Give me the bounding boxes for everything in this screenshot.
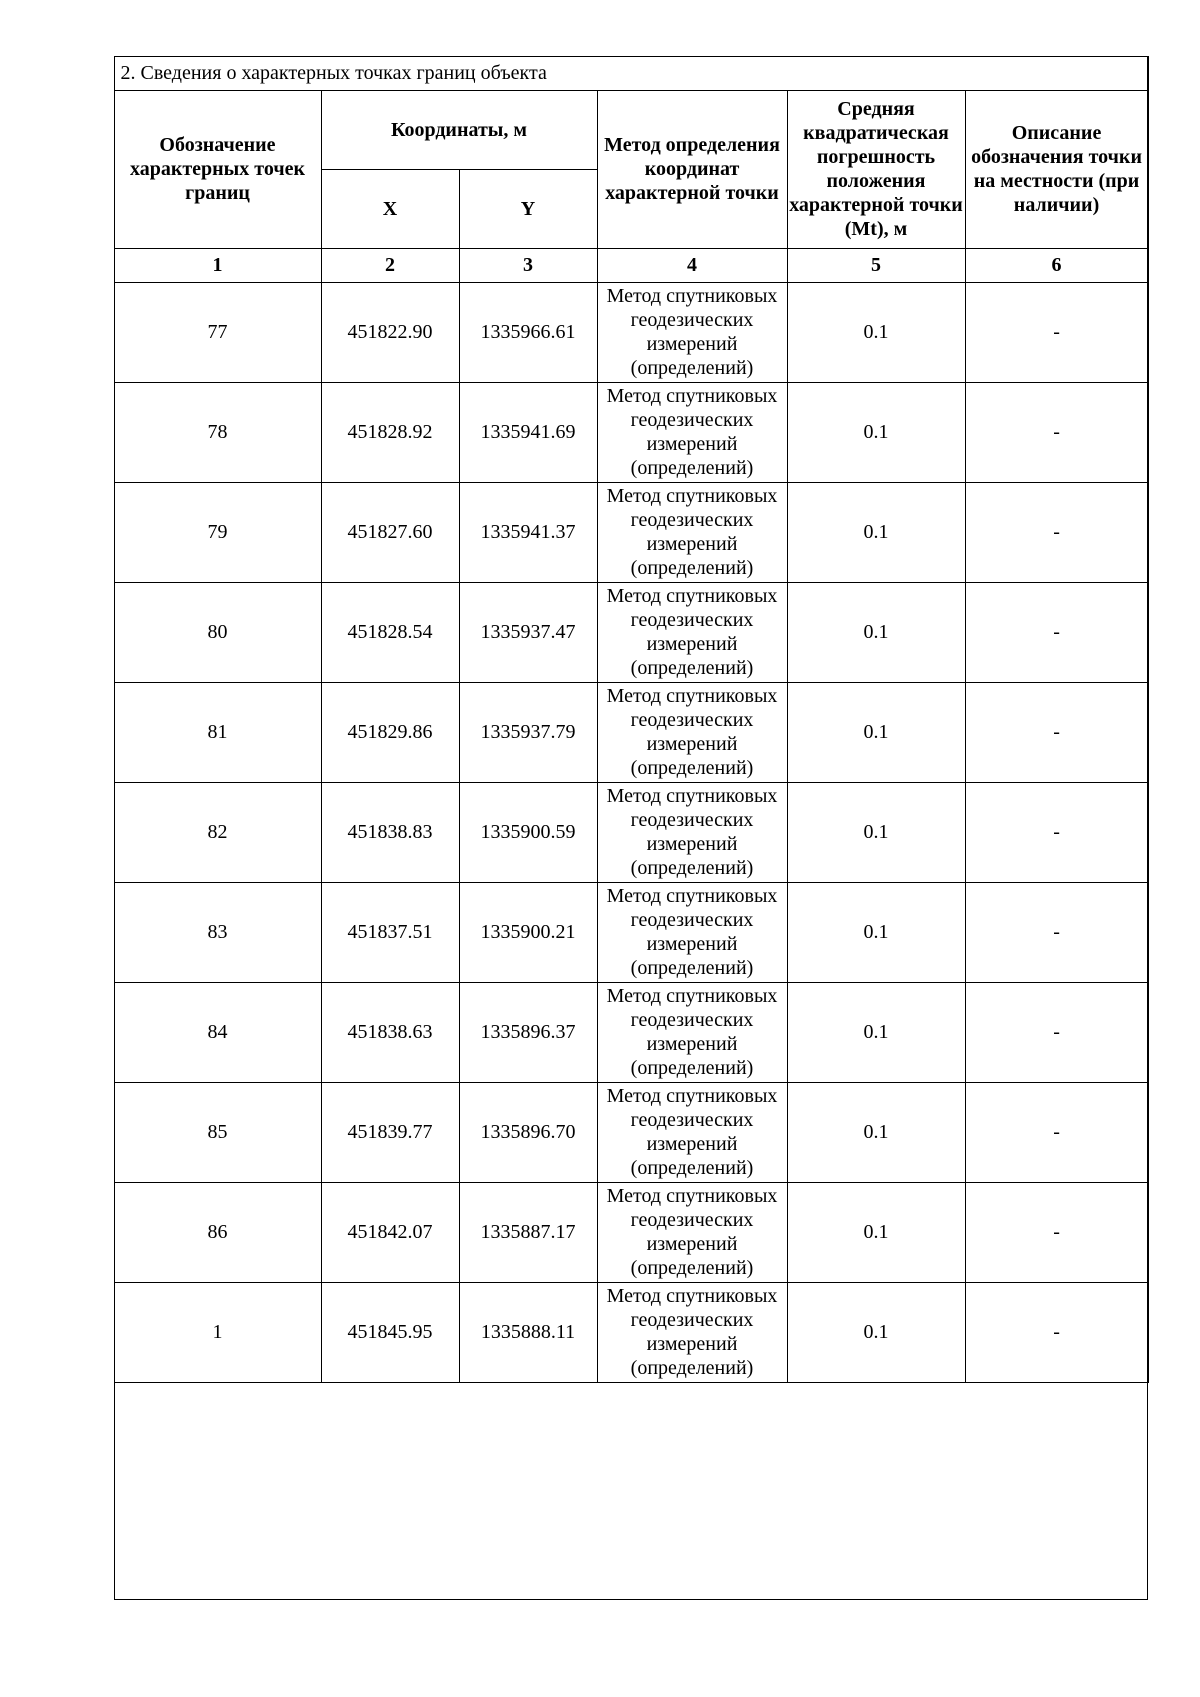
cell-point: 82: [114, 782, 321, 882]
cell-point: 83: [114, 882, 321, 982]
cell-error: 0.1: [787, 1282, 965, 1382]
cell-x: 451829.86: [321, 682, 459, 782]
column-number: 4: [597, 248, 787, 282]
cell-y: 1335937.79: [459, 682, 597, 782]
column-number: 3: [459, 248, 597, 282]
column-number: 5: [787, 248, 965, 282]
cell-description: -: [965, 1082, 1148, 1182]
cell-point: 85: [114, 1082, 321, 1182]
table-row: [114, 282, 1148, 382]
cell-point: 84: [114, 982, 321, 1082]
cell-error: 0.1: [787, 682, 965, 782]
table-row: [114, 1082, 1148, 1182]
column-number: 1: [114, 248, 321, 282]
cell-x: 451839.77: [321, 1082, 459, 1182]
cell-point: 81: [114, 682, 321, 782]
cell-x: 451845.95: [321, 1282, 459, 1382]
cell-error: 0.1: [787, 282, 965, 382]
column-number: 2: [321, 248, 459, 282]
cell-x: 451828.92: [321, 382, 459, 482]
table-row: [114, 1282, 1148, 1382]
cell-description: -: [965, 682, 1148, 782]
header-description: Описание обозначения точки на местности (при наличии): [965, 90, 1148, 248]
table-row: [114, 382, 1148, 482]
cell-x: 451827.60: [321, 482, 459, 582]
cell-description: -: [965, 982, 1148, 1082]
cell-error: 0.1: [787, 382, 965, 482]
table-row: [114, 582, 1148, 682]
header-x: X: [321, 169, 459, 248]
cell-y: 1335900.59: [459, 782, 597, 882]
header-coords: Координаты, м: [321, 90, 597, 169]
cell-error: 0.1: [787, 1082, 965, 1182]
cell-method: Метод спутниковых геодезических измерений (определений): [597, 382, 787, 482]
cell-point: 78: [114, 382, 321, 482]
cell-point: 80: [114, 582, 321, 682]
cell-method: Метод спутниковых геодезических измерений (определений): [597, 482, 787, 582]
cell-method: Метод спутниковых геодезических измерений (определений): [597, 582, 787, 682]
cell-y: 1335888.11: [459, 1282, 597, 1382]
cell-description: -: [965, 1282, 1148, 1382]
cell-point: 79: [114, 482, 321, 582]
cell-method: Метод спутниковых геодезических измерений (определений): [597, 682, 787, 782]
table-row: [114, 882, 1148, 982]
cell-method: Метод спутниковых геодезических измерений (определений): [597, 282, 787, 382]
cell-error: 0.1: [787, 882, 965, 982]
cell-y: 1335896.70: [459, 1082, 597, 1182]
header-method: Метод определения координат характерной точки: [597, 90, 787, 248]
cell-error: 0.1: [787, 582, 965, 682]
cell-y: 1335966.61: [459, 282, 597, 382]
cell-y: 1335887.17: [459, 1182, 597, 1282]
column-number: 6: [965, 248, 1148, 282]
header-y: Y: [459, 169, 597, 248]
cell-y: 1335900.21: [459, 882, 597, 982]
cell-y: 1335941.69: [459, 382, 597, 482]
cell-x: 451837.51: [321, 882, 459, 982]
cell-error: 0.1: [787, 1182, 965, 1282]
cell-description: -: [965, 582, 1148, 682]
cell-description: -: [965, 1182, 1148, 1282]
cell-method: Метод спутниковых геодезических измерений (определений): [597, 1282, 787, 1382]
cell-y: 1335941.37: [459, 482, 597, 582]
cell-error: 0.1: [787, 982, 965, 1082]
cell-y: 1335937.47: [459, 582, 597, 682]
column-number-row: [114, 248, 1148, 282]
cell-x: 451838.83: [321, 782, 459, 882]
cell-description: -: [965, 882, 1148, 982]
cell-description: -: [965, 782, 1148, 882]
cell-x: 451842.07: [321, 1182, 459, 1282]
cell-point: 1: [114, 1282, 321, 1382]
cell-y: 1335896.37: [459, 982, 597, 1082]
cell-x: 451838.63: [321, 982, 459, 1082]
table-row: [114, 782, 1148, 882]
cell-method: Метод спутниковых геодезических измерений (определений): [597, 1182, 787, 1282]
cell-point: 86: [114, 1182, 321, 1282]
section-title: 2. Сведения о характерных точках границ объекта: [114, 56, 1148, 90]
table-row: [114, 1182, 1148, 1282]
cell-error: 0.1: [787, 782, 965, 882]
cell-error: 0.1: [787, 482, 965, 582]
cell-description: -: [965, 482, 1148, 582]
cell-description: -: [965, 282, 1148, 382]
cell-description: -: [965, 382, 1148, 482]
cell-x: 451828.54: [321, 582, 459, 682]
header-point: Обозначение характерных точек границ: [114, 90, 321, 248]
boundary-points-table: [114, 56, 1149, 1383]
table-row: [114, 482, 1148, 582]
table-row: [114, 682, 1148, 782]
cell-method: Метод спутниковых геодезических измерений (определений): [597, 1082, 787, 1182]
document-sheet: [114, 56, 1148, 1600]
cell-method: Метод спутниковых геодезических измерений (определений): [597, 882, 787, 982]
cell-method: Метод спутниковых геодезических измерений (определений): [597, 782, 787, 882]
table-row: [114, 982, 1148, 1082]
cell-point: 77: [114, 282, 321, 382]
header-error: Средняя квадратическая погрешность положения характерной точки (Mt), м: [787, 90, 965, 248]
cell-method: Метод спутниковых геодезических измерений (определений): [597, 982, 787, 1082]
cell-x: 451822.90: [321, 282, 459, 382]
